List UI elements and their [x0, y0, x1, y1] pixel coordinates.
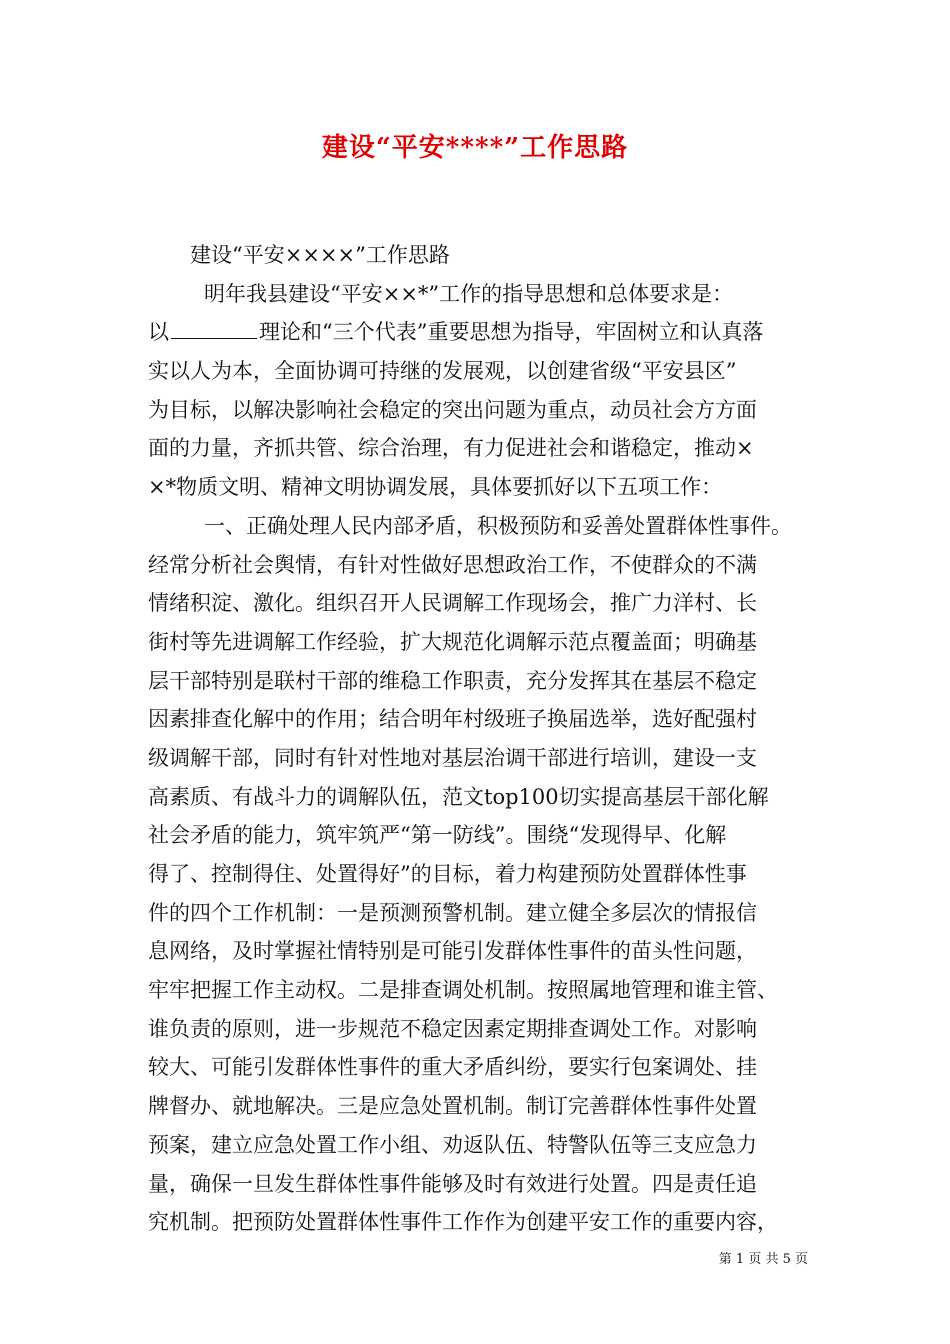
paragraph-line: 得了、控制得住、处置得好”的目标，着力构建预防处置群体性事 [148, 862, 747, 886]
line-prefix: 以 [148, 320, 169, 345]
paragraph-line: 预案，建立应急处置工作小组、劝返队伍、特警队伍等三支应急力 [148, 1132, 757, 1157]
paragraph-line: ×*物质文明、精神文明协调发展，具体要抓好以下五项工作： [148, 475, 723, 500]
subtitle-line: 建设“平安××××”工作思路 [190, 243, 450, 267]
line-rest: 理论和“三个代表”重要思想为指导，牢固树立和认真落 [259, 320, 764, 345]
paragraph-line: 牢牢把握工作主动权。二是排查调处机制。按照属地管理和谁主管、 [148, 978, 778, 1003]
paragraph-line: 面的力量，齐抓共管、综合治理，有力促进社会和谐稳定，推动× [148, 436, 754, 461]
paragraph-line: 经常分析社会舆情，有针对性做好思想政治工作，不使群众的不满 [148, 552, 757, 577]
page-title: 建设“平安****”工作思路 [321, 133, 629, 163]
paragraph-line: 为目标，以解决影响社会稳定的突出问题为重点，动员社会方方面 [148, 397, 757, 422]
paragraph-line: 究机制。把预防处置群体性事件工作作为创建平安工作的重要内容， [148, 1210, 778, 1235]
paragraph-line: 实以人为本，全面协调可持继的发展观，以创建省级“平安县区” [148, 359, 737, 384]
paragraph-line: 街村等先进调解工作经验，扩大规范化调解示范点覆盖面；明确基 [148, 629, 757, 654]
paragraph-line: 级调解干部，同时有针对性地对基层治调干部进行培训，建设一支 [148, 745, 757, 770]
paragraph-line: 谁负责的原则，进一步规范不稳定因素定期排查调处工作。对影响 [148, 1016, 757, 1041]
paragraph-line: 牌督办、就地解决。三是应急处置机制。制订完善群体性事件处置 [148, 1094, 757, 1119]
paragraph-line: 量，确保一旦发生群体性事件能够及时有效进行处置。四是责任追 [148, 1171, 757, 1196]
blank-underline [171, 318, 257, 339]
paragraph-line: 层干部特别是联村干部的维稳工作职责，充分发挥其在基层不稳定 [148, 668, 757, 693]
paragraph-line: 因素排查化解中的作用；结合明年村级班子换届选举，选好配强村 [148, 707, 757, 732]
document-body [148, 236, 808, 1242]
paragraph-line: 息网络，及时掌握社情特别是可能引发群体性事件的苗头性问题， [148, 939, 757, 964]
paragraph-line: 情绪积淀、激化。组织召开人民调解工作现场会，推广力洋村、长 [148, 591, 757, 616]
paragraph-line: 高素质、有战斗力的调解队伍，范文top100切实提高基层干部化解 [148, 784, 769, 809]
page-number-footer: 第 1 页 共 5 页 [718, 1252, 808, 1267]
paragraph-line: 件的四个工作机制：一是预测预警机制。建立健全多层次的情报信 [148, 900, 757, 925]
paragraph-line [148, 313, 808, 352]
paragraph-line: 明年我县建设“平安××*”工作的指导思想和总体要求是： [204, 281, 734, 306]
paragraph-line: 较大、可能引发群体性事件的重大矛盾纠纷，要实行包案调处、挂 [148, 1055, 757, 1080]
paragraph-line: 一、正确处理人民内部矛盾，积极预防和妥善处置群体性事件。 [204, 513, 792, 538]
paragraph-line: 社会矛盾的能力，筑牢筑严“第一防线”。围绕“发现得早、化解 [148, 823, 727, 848]
